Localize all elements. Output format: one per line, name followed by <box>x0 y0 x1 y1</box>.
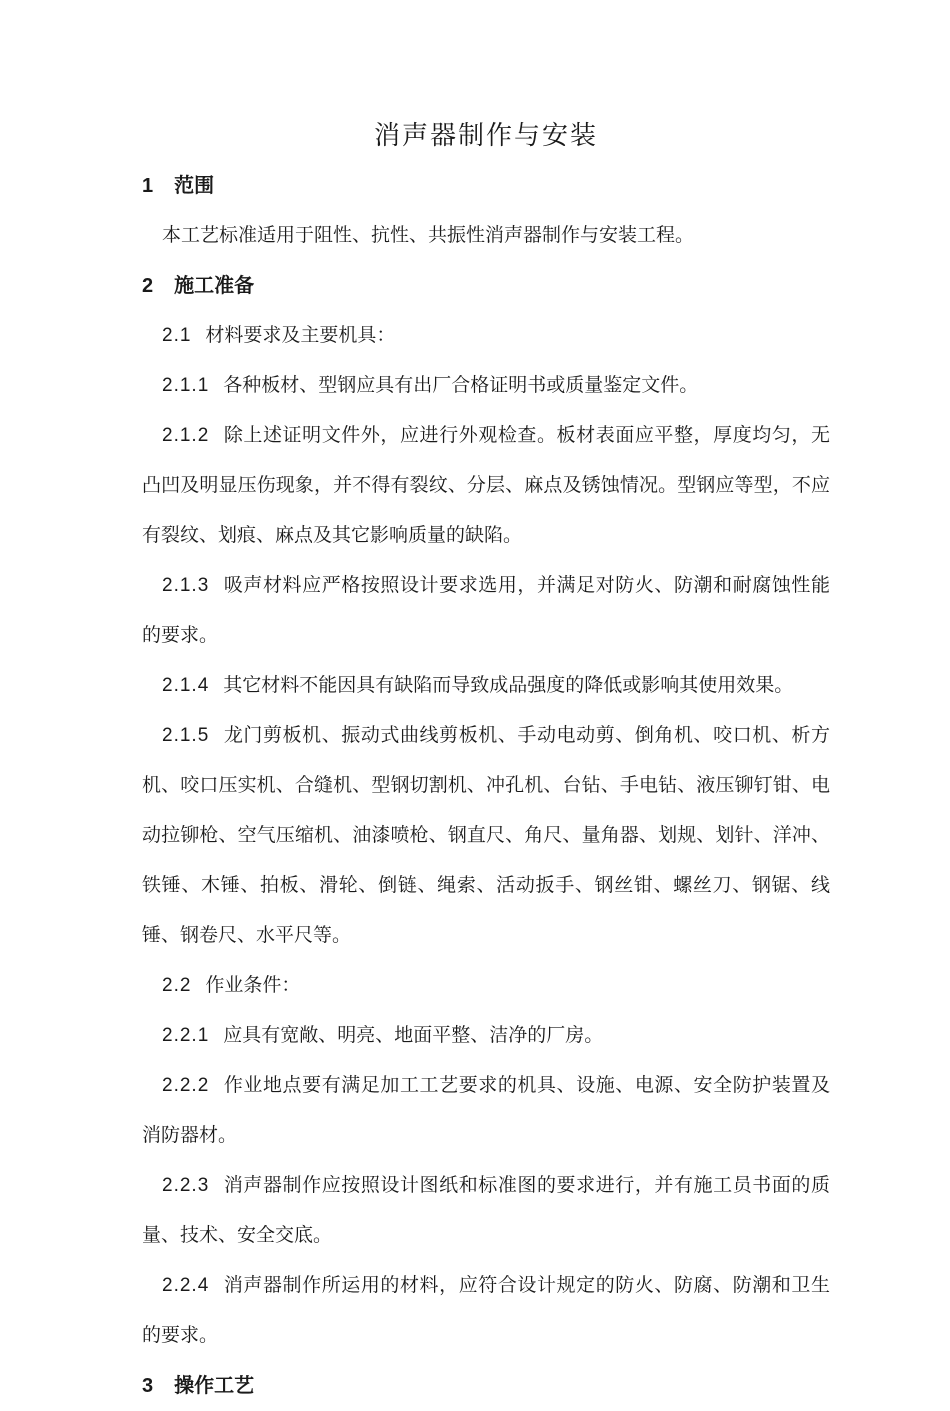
clause-text: 施工准备 <box>174 275 255 297</box>
clause-text: 范围 <box>174 175 215 197</box>
clause-paragraph <box>142 1061 830 1161</box>
clause-paragraph <box>142 411 830 561</box>
clause-paragraph <box>142 211 830 261</box>
section-heading <box>142 1361 830 1411</box>
clause-text: 操作工艺 <box>174 1375 255 1397</box>
clause-paragraph <box>142 1011 830 1061</box>
clause-paragraph <box>142 561 830 661</box>
clause-number: 2.1.4 <box>162 675 210 696</box>
clause-paragraph <box>142 1161 830 1261</box>
clause-text: 本工艺标准适用于阻性、抗性、共振性消声器制作与安装工程。 <box>162 225 695 246</box>
clause-number: 1 <box>142 175 154 197</box>
section-heading <box>142 261 830 311</box>
clause-number: 2.1.2 <box>162 425 210 446</box>
document-title: 消声器制作与安装 <box>373 121 598 150</box>
clause-text: 消声器制作所运用的材料，应符合设计规定的防火、防腐、防潮和卫生的要求。 <box>142 1275 830 1346</box>
clause-paragraph <box>142 961 830 1011</box>
section-heading <box>142 161 830 211</box>
clause-paragraph <box>142 711 830 961</box>
clause-text: 除上述证明文件外，应进行外观检查。板材表面应平整，厚度均匀，无凸凹及明显压伤现象，并不得有裂纹、分层、麻点及锈蚀情况。型钢应等型，不应有裂纹、划痕、麻点及其它影响质量的缺陷。 <box>142 425 830 546</box>
clause-text: 其它材料不能因具有缺陷而导致成品强度的降低或影响其使用效果。 <box>223 675 794 696</box>
clause-number: 2.1.5 <box>162 725 210 746</box>
clause-text: 应具有宽敞、明亮、地面平整、洁净的厂房。 <box>223 1025 604 1046</box>
clause-number: 3 <box>142 1375 154 1397</box>
clause-text: 龙门剪板机、振动式曲线剪板机、手动电动剪、倒角机、咬口机、析方机、咬口压实机、合缝机、型钢切割机、冲孔机、台钻、手电钻、液压铆钉钳、电动拉铆枪、空气压缩机、油漆喷枪、钢直尺、角尺、量角器、划规、划针、洋冲、铁锤、木锤、拍板、滑轮、倒链、绳索、活动扳手、钢丝钳、螺丝刀、钢锯、线锤、钢卷尺、水平尺等。 <box>142 725 830 946</box>
clause-paragraph <box>142 361 830 411</box>
clause-number: 2.1 <box>162 325 192 346</box>
clause-text: 消声器制作应按照设计图纸和标准图的要求进行，并有施工员书面的质量、技术、安全交底。 <box>142 1175 830 1246</box>
document-body <box>142 161 830 1411</box>
clause-number: 2.2.2 <box>162 1075 210 1096</box>
clause-text: 吸声材料应严格按照设计要求选用，并满足对防火、防潮和耐腐蚀性能的要求。 <box>142 575 830 646</box>
clause-number: 2.2.4 <box>162 1275 210 1296</box>
clause-text: 各种板材、型钢应具有出厂合格证明书或质量鉴定文件。 <box>223 375 699 396</box>
clause-number: 2 <box>142 275 154 297</box>
clause-number: 2.2.3 <box>162 1175 210 1196</box>
clause-number: 2.2 <box>162 975 192 996</box>
clause-paragraph <box>142 661 830 711</box>
clause-number: 2.1.3 <box>162 575 210 596</box>
clause-number: 2.1.1 <box>162 375 210 396</box>
clause-text: 作业条件： <box>205 975 301 996</box>
clause-text: 作业地点要有满足加工工艺要求的机具、设施、电源、安全防护装置及消防器材。 <box>142 1075 830 1146</box>
clause-paragraph <box>142 1261 830 1361</box>
clause-paragraph <box>142 311 830 361</box>
clause-number: 2.2.1 <box>162 1025 210 1046</box>
clause-text: 材料要求及主要机具： <box>205 325 396 346</box>
